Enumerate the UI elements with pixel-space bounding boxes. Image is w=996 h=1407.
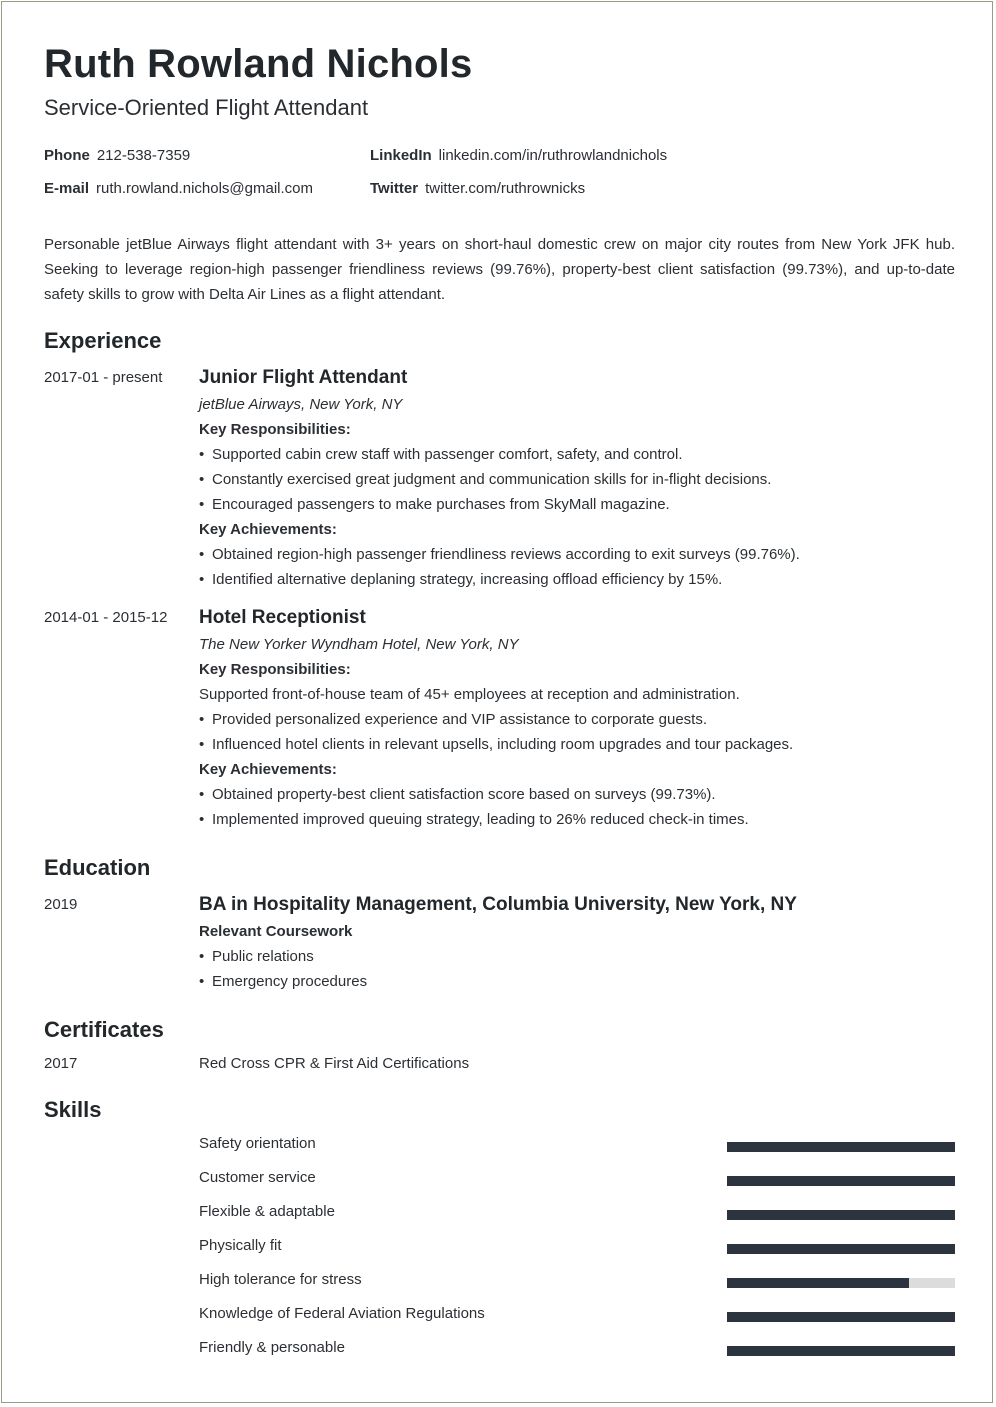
job-1-dates: 2017-01 - present [44,369,163,386]
contact-phone-value: 212-538-7359 [96,147,191,164]
job-2-responsibilities [199,711,955,761]
job-2-org: The New Yorker Wyndham Hotel, New York, NY [199,636,519,653]
skill-row [199,1237,955,1257]
list-item: • Obtained property-best client satisfaction score based on surveys (99.73%). [199,786,955,811]
education-degree: BA in Hospitality Management, Columbia University, New York, NY [199,894,797,915]
skill-level-fill [727,1346,955,1356]
job-1 [199,367,955,596]
education-year: 2019 [44,896,78,913]
skill-level-bar [727,1210,955,1220]
resume-page [1,1,993,1403]
skill-level-bar [727,1312,955,1322]
education-entry [199,894,955,998]
list-item: • Encouraged passengers to make purchases from SkyMall magazine. [199,496,955,521]
job-2-title: Hotel Receptionist [199,607,366,628]
list-item: • Obtained region-high passenger friendliness reviews according to exit surveys (99.76%). [199,546,955,571]
certificates-heading: Certificates [44,1017,164,1042]
skills-heading: Skills [44,1097,102,1122]
education-heading: Education [44,855,151,880]
list-item: • Provided personalized experience and VIP assistance to corporate guests. [199,711,955,736]
certificate-name: Red Cross CPR & First Aid Certifications [199,1055,470,1072]
profile-summary: Personable jetBlue Airways flight attendant with 3+ years on short-haul domestic crew on major city routes from New York JFK hub. Seeking to leverage region-high passenger friendliness reviews (99.76%), property-best client satisfaction (99.73%), and up-to-date safety skills to grow with Delta Air Lines as a flight attendant. [44,236,955,303]
skill-level-fill [727,1210,955,1220]
skill-level-bar [727,1244,955,1254]
job-2-resp-intro: Supported front-of-house team of 45+ employees at reception and administration. [199,686,740,703]
job-1-responsibilities [199,446,955,521]
skill-name: Customer service [199,1169,316,1186]
contact-linkedin [370,147,667,164]
contact-email-label: E-mail [44,180,90,197]
job-1-achievements [199,546,955,596]
skill-row [199,1305,955,1325]
contact-phone [44,147,190,164]
job-2 [199,607,955,836]
contact-twitter-value[interactable]: twitter.com/ruthrownicks [425,180,586,197]
contact-email-value[interactable]: ruth.rowland.nichols@gmail.com [96,180,313,197]
list-item: • Supported cabin crew staff with passenger comfort, safety, and control. [199,446,955,471]
list-item: • Identified alternative deplaning strategy, increasing offload efficiency by 15%. [199,571,955,596]
contact-twitter-label: Twitter [370,180,419,197]
coursework-label: Relevant Coursework [199,923,353,940]
contact-phone-label: Phone [44,147,90,164]
skill-name: Physically fit [199,1237,282,1254]
job-2-resp-label: Key Responsibilities: [199,661,351,678]
skill-level-bar [727,1176,955,1186]
skill-level-bar [727,1278,955,1288]
skill-level-fill [727,1278,909,1288]
skill-level-bar [727,1142,955,1152]
skill-level-fill [727,1244,955,1254]
skill-row [199,1169,955,1189]
coursework-list [199,948,955,998]
contact-linkedin-label: LinkedIn [370,147,432,164]
skill-row [199,1135,955,1155]
job-1-title: Junior Flight Attendant [199,367,408,388]
list-item: • Emergency procedures [199,973,955,998]
contact-linkedin-value[interactable]: linkedin.com/in/ruthrowlandnichols [438,147,668,164]
skill-name: Safety orientation [199,1135,316,1152]
contact-twitter [370,180,585,197]
skill-level-bar [727,1346,955,1356]
candidate-name: Ruth Rowland Nichols [44,42,473,86]
skill-level-fill [727,1312,955,1322]
skill-name: Knowledge of Federal Aviation Regulations [199,1305,485,1322]
skill-name: Friendly & personable [199,1339,345,1356]
skill-row [199,1203,955,1223]
list-item: • Constantly exercised great judgment and communication skills for in-flight decisions. [199,471,955,496]
job-1-ach-label: Key Achievements: [199,521,337,538]
skill-row [199,1339,955,1359]
job-1-resp-label: Key Responsibilities: [199,421,351,438]
skill-level-fill [727,1176,955,1186]
list-item: • Influenced hotel clients in relevant upsells, including room upgrades and tour packages. [199,736,955,761]
contact-email [44,180,313,197]
skill-name: High tolerance for stress [199,1271,362,1288]
list-item: • Public relations [199,948,955,973]
candidate-role: Service-Oriented Flight Attendant [44,95,369,120]
job-2-ach-label: Key Achievements: [199,761,337,778]
skill-row [199,1271,955,1291]
certificate-year: 2017 [44,1055,78,1072]
experience-heading: Experience [44,328,162,353]
skill-name: Flexible & adaptable [199,1203,335,1220]
job-1-org: jetBlue Airways, New York, NY [199,396,403,413]
job-2-dates: 2014-01 - 2015-12 [44,609,168,626]
job-2-achievements [199,786,955,836]
skill-level-fill [727,1142,955,1152]
list-item: • Implemented improved queuing strategy, leading to 26% reduced check-in times. [199,811,955,836]
